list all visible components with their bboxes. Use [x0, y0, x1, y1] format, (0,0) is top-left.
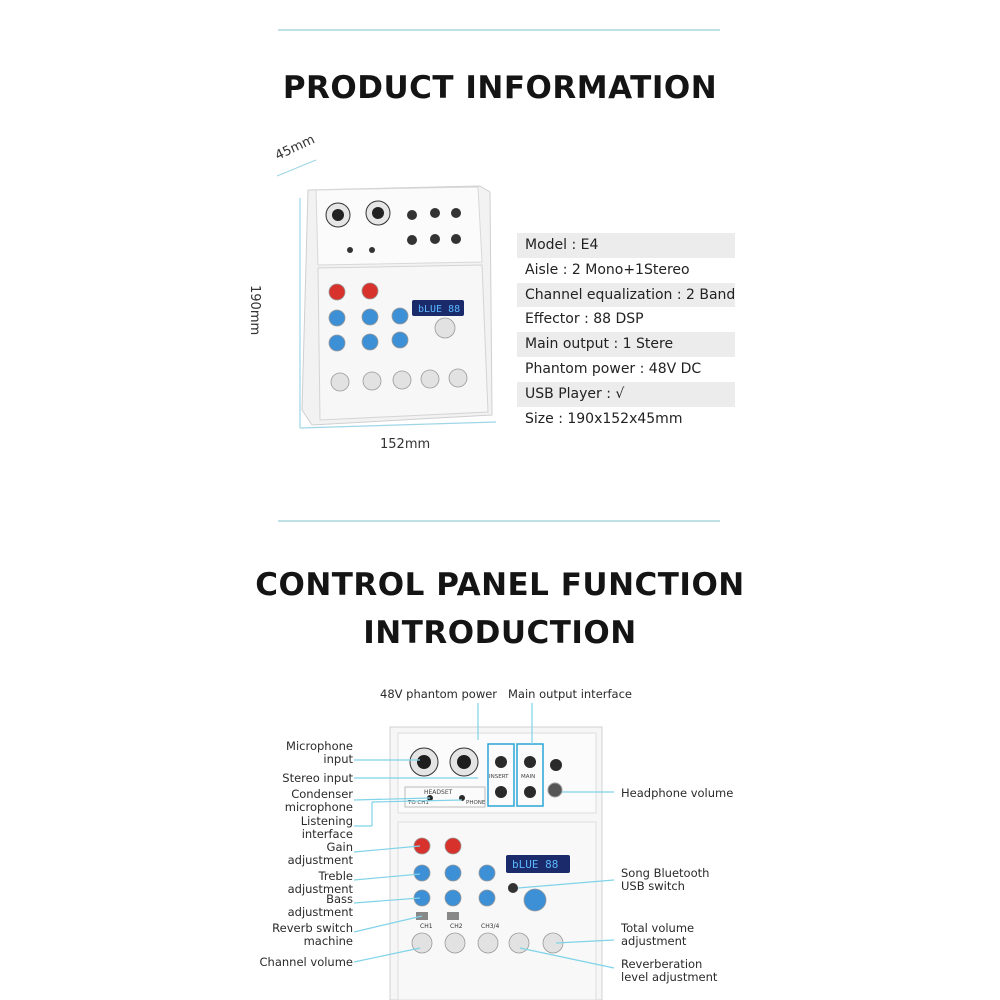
product-information-heading: PRODUCT INFORMATION: [282, 70, 718, 106]
spec-usb-player: USB Player : √: [517, 382, 735, 407]
main-text: MAIN: [521, 774, 536, 780]
label-total-volume: Total volume adjustment: [621, 921, 695, 948]
insert-text: INSERT: [489, 774, 509, 780]
label-microphone-input: Microphone input: [286, 739, 353, 766]
label-condenser-microphone: Condenser microphone: [284, 787, 353, 814]
ch34-text: CH3/4: [481, 923, 500, 930]
height-label: 190mm: [247, 285, 262, 336]
label-48v-phantom-power: 48V phantom power: [380, 687, 498, 701]
control-panel-heading-line1: CONTROL PANEL FUNCTION: [255, 567, 745, 603]
label-headphone-volume: Headphone volume: [621, 786, 734, 800]
to-ch1-text: TO CH1: [408, 800, 429, 806]
label-bass-adjustment: Bass adjustment: [287, 892, 353, 919]
depth-label: 45mm: [273, 132, 318, 164]
spec-phantom-power: Phantom power : 48V DC: [525, 360, 702, 377]
ch2-text: CH2: [450, 923, 463, 930]
control-panel-heading-line2: INTRODUCTION: [363, 615, 637, 651]
width-label: 152mm: [380, 437, 431, 452]
label-reverberation-level: Reverberation level adjustment: [621, 957, 718, 984]
ch1-text: CH1: [420, 923, 433, 930]
label-bluetooth-usb-switch: Song Bluetooth USB switch: [621, 866, 710, 893]
panel-display-text: bLUE 88: [512, 858, 559, 871]
spec-effector: Effector : 88 DSP: [525, 311, 644, 328]
label-channel-volume: Channel volume: [259, 955, 353, 969]
spec-aisle: Aisle : 2 Mono+1Stereo: [525, 261, 690, 278]
label-gain-adjustment: Gain adjustment: [287, 840, 353, 867]
label-treble-adjustment: Treble adjustment: [287, 869, 353, 896]
label-stereo-input: Stereo input: [282, 771, 353, 785]
label-reverb-switch: Reverb switch machine: [272, 921, 353, 948]
spec-model: Model : E4: [517, 233, 735, 258]
headset-text: HEADSET: [424, 789, 453, 796]
spec-equalization: Channel equalization : 2 Band: [517, 283, 735, 308]
label-main-output-interface: Main output interface: [508, 687, 632, 701]
phone-text: PHONE: [466, 800, 486, 806]
spec-size: Size : 190x152x45mm: [525, 410, 683, 427]
spec-main-output: Main output : 1 Stere: [517, 332, 735, 357]
label-listening-interface: Listening interface: [300, 814, 353, 841]
display-text: bLUE 88: [418, 304, 461, 315]
